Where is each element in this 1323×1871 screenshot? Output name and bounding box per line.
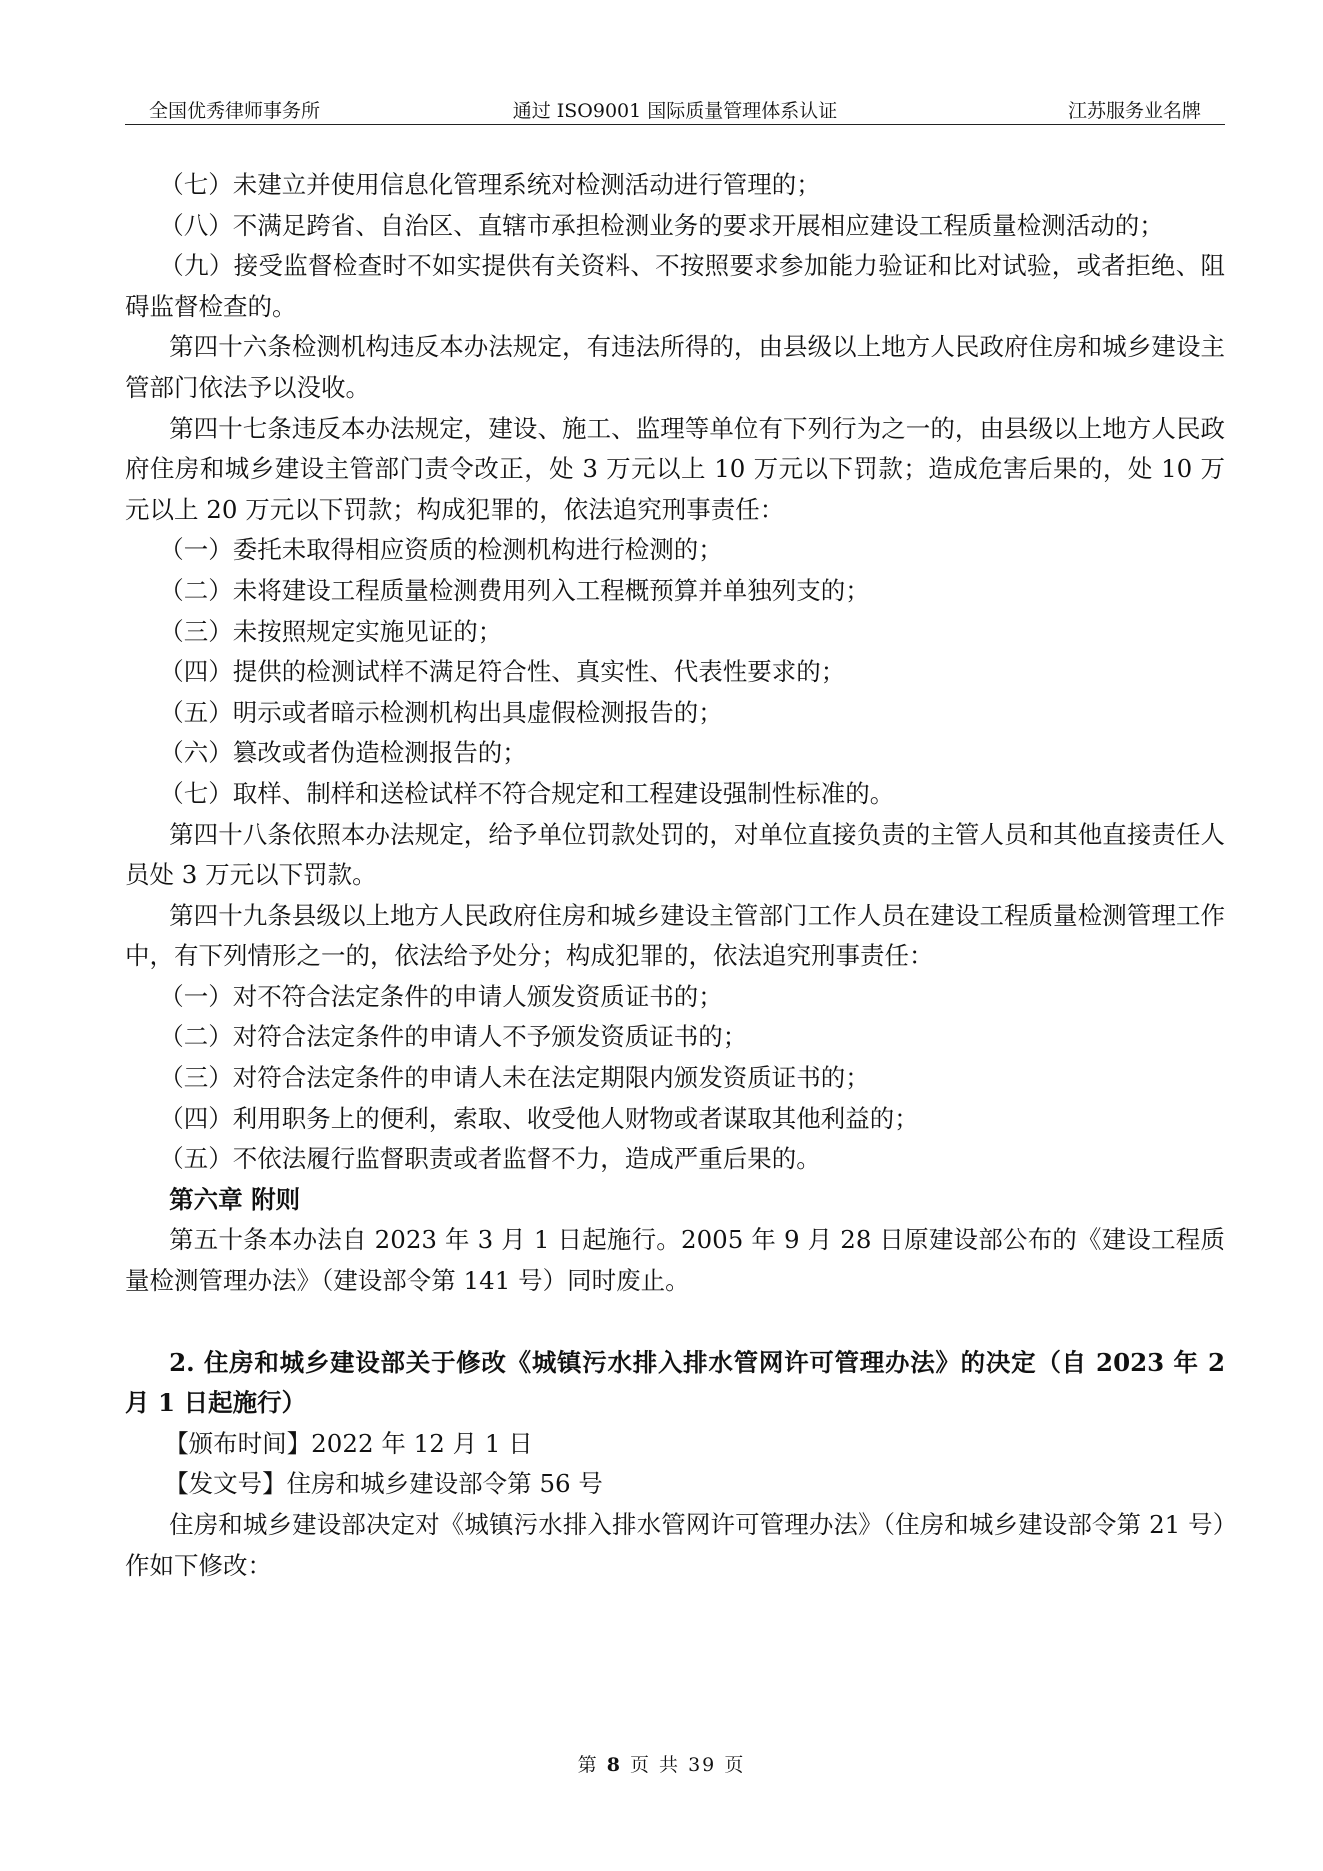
header-right-text: 江苏服务业名牌 [1067, 100, 1201, 122]
body-paragraph: （一）对不符合法定条件的申请人颁发资质证书的； [159, 981, 723, 1011]
body-paragraph: （七）未建立并使用信息化管理系统对检测活动进行管理的； [159, 170, 821, 199]
footer-page-number: 8 [606, 1754, 622, 1776]
body-paragraph: 【发文号】住房和城乡建设部令第 56 号 [164, 1469, 603, 1499]
body-paragraph: 住房和城乡建设部决定对《城镇污水排入排水管网许可管理办法》（住房和城乡建设部令第 21 号）作如下修改： [125, 1510, 1225, 1580]
body-paragraph: （六）篡改或者伪造检测报告的； [159, 738, 527, 768]
body-paragraph: （九）接受监督检查时不如实提供有关资料、不按照要求参加能力验证和比对试验，或者拒绝、阻碍监督检查的。 [125, 251, 1225, 321]
heading-paragraph: 第六章 附则 [169, 1184, 301, 1214]
footer-prefix: 第 [577, 1754, 599, 1776]
body-paragraph: 第四十七条违反本办法规定，建设、施工、监理等单位有下列行为之一的，由县级以上地方人民政府住房和城乡建设主管部门责令改正，处 3 万元以上 10 万元以下罚款；造成危害后果的，处 10 万元以上 20 万元以下罚款；构成犯罪的，依法追究刑事责任： [125, 413, 1225, 524]
body-paragraph: （七）取样、制样和送检试样不符合规定和工程建设强制性标准的。 [159, 778, 895, 808]
body-paragraph: （五）不依法履行监督职责或者监督不力，造成严重后果的。 [159, 1144, 821, 1174]
body-paragraph: 第五十条本办法自 2023 年 3 月 1 日起施行。2005 年 9 月 28 日原建设部公布的《建设工程质量检测管理办法》（建设部令第 141 号）同时废止。 [125, 1225, 1225, 1296]
body-paragraph: （五）明示或者暗示检测机构出具虚假检测报告的； [159, 697, 723, 727]
body-paragraph: 第四十八条依照本办法规定，给予单位罚款处罚的，对单位直接负责的主管人员和其他直接责任人员处 3 万元以下罚款。 [125, 819, 1225, 890]
body-paragraph: （四）利用职务上的便利，索取、收受他人财物或者谋取其他利益的； [159, 1103, 919, 1133]
header-left-text: 全国优秀律师事务所 [149, 100, 321, 122]
footer-middle: 页 共 [630, 1754, 681, 1776]
heading-paragraph: 2. 住房和城乡建设部关于修改《城镇污水排入排水管网许可管理办法》的决定（自 2023 年 2 月 1 日起施行） [125, 1347, 1225, 1418]
paragraph-gap [125, 1302, 1225, 1343]
page-footer [0, 1750, 1323, 1777]
header-center-text: 通过 ISO9001 国际质量管理体系认证 [512, 100, 838, 122]
body-paragraph: 第四十六条检测机构违反本办法规定，有违法所得的，由县级以上地方人民政府住房和城乡建设主管部门依法予以没收。 [125, 332, 1225, 402]
body-paragraph: （八）不满足跨省、自治区、直辖市承担检测业务的要求开展相应建设工程质量检测活动的； [159, 210, 1164, 240]
page-header [125, 92, 1225, 125]
body-paragraph: （三）未按照规定实施见证的； [159, 616, 503, 646]
body-paragraph: （一）委托未取得相应资质的检测机构进行检测的； [159, 535, 723, 565]
body-paragraph: 第四十九条县级以上地方人民政府住房和城乡建设主管部门工作人员在建设工程质量检测管理工作中，有下列情形之一的，依法给予处分；构成犯罪的，依法追究刑事责任： [125, 900, 1225, 971]
footer-suffix: 页 [724, 1754, 746, 1776]
footer-total-pages: 39 [688, 1754, 717, 1776]
body-paragraph: （二）未将建设工程质量检测费用列入工程概预算并单独列支的； [159, 575, 870, 605]
document-body [125, 165, 1225, 1586]
body-paragraph: （四）提供的检测试样不满足符合性、真实性、代表性要求的； [159, 657, 846, 687]
body-paragraph: （三）对符合法定条件的申请人未在法定期限内颁发资质证书的； [159, 1063, 870, 1093]
body-paragraph: 【颁布时间】2022 年 12 月 1 日 [164, 1428, 533, 1458]
body-paragraph: （二）对符合法定条件的申请人不予颁发资质证书的； [159, 1022, 748, 1052]
